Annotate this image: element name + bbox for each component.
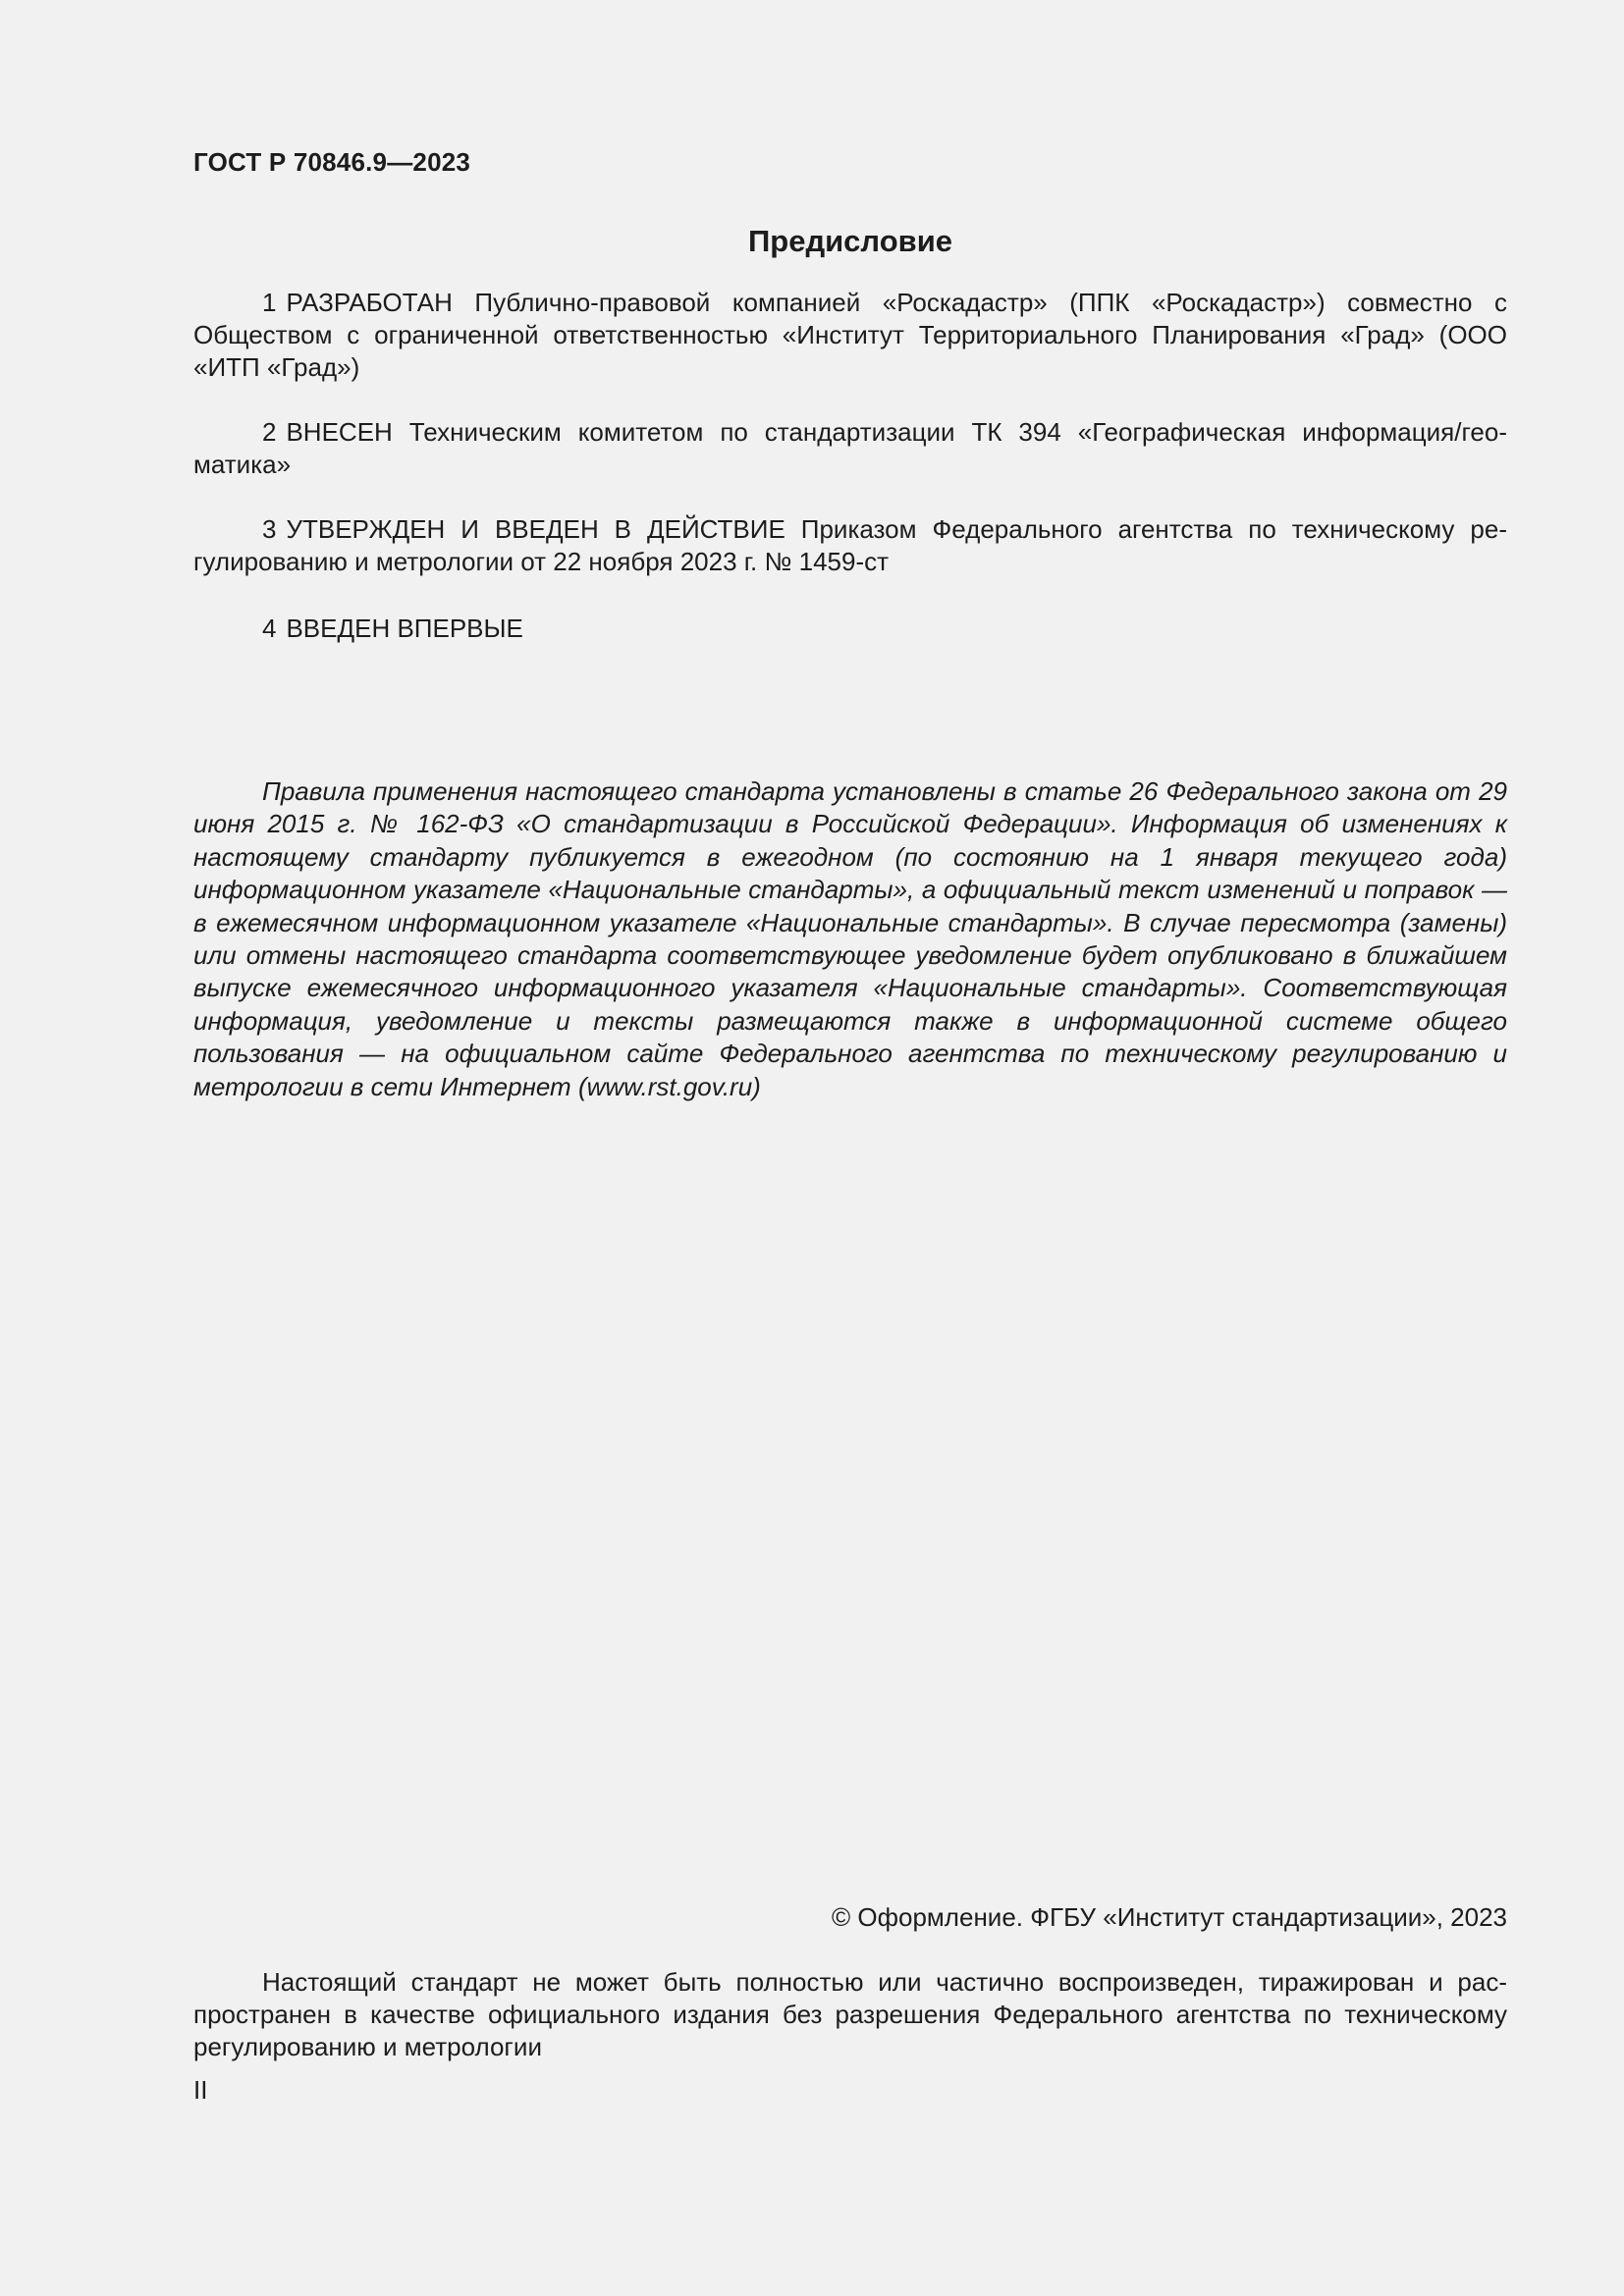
preface-item-4 (193, 613, 1507, 645)
item-text: УТВЕРЖДЕН И ВВЕДЕН В ДЕЙСТВИЕ Приказом Федерального агентства по техническому регулированию и метрологии от 22 ноября 2023 г. № 1459-ст (193, 514, 1507, 576)
item-number: 3 (262, 514, 277, 544)
item-number: 4 (262, 614, 277, 643)
page-number: II (193, 2075, 208, 2105)
copyright-notice: © Оформление. ФГБУ «Институт стандартизации», 2023 (832, 1902, 1507, 1932)
standard-application-notice: Правила применения настоящего стандарта установлены в статье 26 Федерального закона от 29 июня 2015 г. № 162-ФЗ «О стандартизации в Российской Федерации». Информация об изменениях к настоящему стандарту публикуется в ежегодном (по состоянию на 1 января текущего года) информационном указателе «Национальные стандарты», а официальный текст изменений и поправок — в ежемесячном информационном указателе «Национальные стандарты». В случае пересмотра (замены) или отмены настоящего стандарта соответствующее уведомление будет опубликовано в ближайшем выпуске ежемесячного информационного указателя «Национальные стандарты». Соответствующая информация, уведомление и тексты размещаются также в информационной системе общего пользования — на официальном сайте Федерального агентства по техническому регулированию и метрологии в сети Интернет (www.rst.gov.ru) (193, 776, 1507, 1101)
preface-item-2 (193, 416, 1507, 481)
item-text: РАЗРАБОТАН Публично-правовой компанией «Роскадастр» (ППК «Роскадастр») совместно с Обществом с ограниченной ответственностью «Институт Территориального Планирования «Град» (ООО «ИТП «Град») (193, 288, 1507, 382)
standard-code: ГОСТ Р 70846.9—2023 (193, 147, 471, 177)
preface-item-3 (193, 513, 1507, 578)
item-text: ВВЕДЕН ВПЕРВЫЕ (286, 614, 523, 643)
item-text: ВНЕСЕН Техническим комитетом по стандартизации ТК 394 «Географическая информация/геоматика» (193, 417, 1507, 479)
reproduction-restriction: Настоящий стандарт не может быть полностью или частично воспроизведен, тиражирован и распространен в качестве официального издания без разрешения Федерального агентства по техническому регулированию и метрологии (193, 1967, 1507, 2061)
item-number: 1 (262, 288, 277, 317)
preface-item-1 (193, 287, 1507, 384)
document-page (193, 0, 1507, 2296)
item-number: 2 (262, 417, 277, 447)
page-title: Предисловие (747, 224, 952, 258)
